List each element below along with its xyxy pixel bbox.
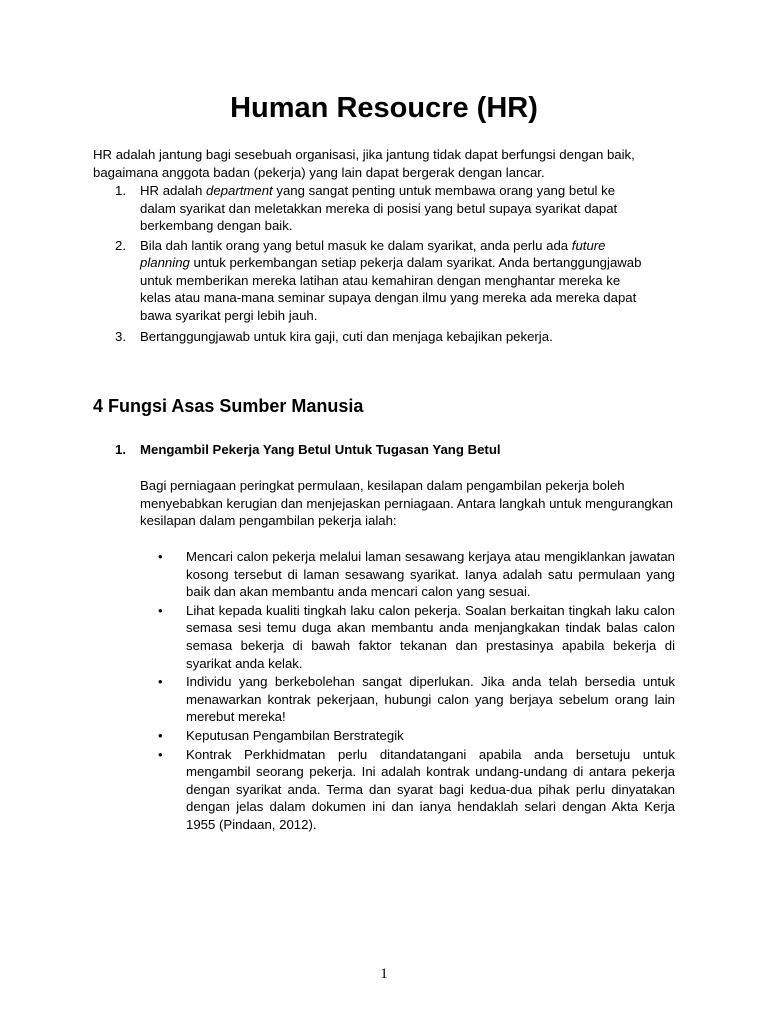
document-title: Human Resoucre (HR) bbox=[230, 92, 538, 124]
bullet-icon: • bbox=[158, 746, 163, 762]
body-paragraph: Bagi perniagaan peringkat permulaan, kesilapan dalam pengambilan pekerja boleh menyebabkan kerugian dan menjejaskan perniagaan. Antara langkah untuk mengurangkan kesilapan dalam pengambilan pekerja ialah: bbox=[140, 478, 674, 528]
bullet-icon: • bbox=[158, 727, 163, 743]
section-heading: 4 Fungsi Asas Sumber Manusia bbox=[93, 396, 364, 416]
bullet-item: • Lihat kepada kualiti tingkah laku calon pekerja. Soalan berkaitan tingkah laku calon semasa sesi temu duga akan membantu anda menjangkakan tindak balas calon semasa bekerja di bawah faktor tekanan dan prestasinya apabila bekerja di syarikat anda kelak. bbox=[158, 602, 675, 671]
page-number: 1 bbox=[380, 966, 388, 982]
subsection-number: 1. bbox=[115, 442, 126, 457]
bullet-item: • Kontrak Perkhidmatan perlu ditandatangani apabila anda bersetuju untuk mengambil seorang pekerja. Ini adalah kontrak undang-undang di antara pekerja dengan syarikat anda. Terma dan syarat bagi kedua-dua pihak perlu dinyatakan dengan jelas dalam dokumen ini dan ianya hendaklah selari dengan Akta Kerja 1955 (Pindaan, 2012). bbox=[158, 746, 675, 832]
bullet-icon: • bbox=[158, 549, 163, 564]
list-item: 1. HR adalah department yang sangat penting untuk membawa orang yang betul ke dalam syarikat dan meletakkan mereka di posisi yang betul supaya syarikat dapat berkembang dengan baik. bbox=[115, 183, 618, 233]
bullet-icon: • bbox=[158, 602, 163, 618]
list-item: 3. Bertanggungjawab untuk kira gaji, cuti dan menjaga kebajikan pekerja. bbox=[115, 329, 553, 344]
list-item: 2. Bila dah lantik orang yang betul masuk ke dalam syarikat, anda perlu ada future planning untuk perkembangan setiap pekerja dalam syarikat. Anda bertanggungjawab untuk memberikan mereka latihan atau kemahiran dengan menghantar mereka ke kelas atau mana-mana seminar supaya dengan ilmu yang mereka ada mereka dapat bawa syarikat pergi lebih jauh. bbox=[115, 237, 642, 323]
bullet-item: • Keputusan Pengambilan Berstrategik bbox=[158, 727, 404, 743]
list-number: 1. bbox=[115, 183, 126, 198]
recruitment-steps-list bbox=[140, 548, 675, 835]
intro-paragraph: HR adalah jantung bagi sesebuah organisasi, jika jantung tidak dapat berfungsi dengan baik, bagaimana anggota badan (pekerja) yang lain dapat bergerak dengan lancar. bbox=[93, 147, 635, 180]
list-number: 2. bbox=[115, 237, 126, 253]
bullet-item: • Individu yang berkebolehan sangat diperlukan. Jika anda telah bersedia untuk menawarkan kontrak pekerjaan, hubungi calon yang berjaya sebelum orang lain merebut mereka! bbox=[158, 674, 675, 725]
bullet-icon: • bbox=[158, 674, 163, 690]
list-number: 3. bbox=[115, 329, 126, 344]
hr-role-list bbox=[93, 182, 653, 348]
subsection-title: Mengambil Pekerja Yang Betul Untuk Tugasan Yang Betul bbox=[140, 442, 501, 457]
bullet-item: • Mencari calon pekerja melalui laman sesawang kerjaya atau mengiklankan jawatan kosong tersebut di laman sesawang syarikat. Ianya adalah satu permulaan yang baik dan akan membantu anda mencari calon yang sesuai. bbox=[158, 549, 675, 600]
